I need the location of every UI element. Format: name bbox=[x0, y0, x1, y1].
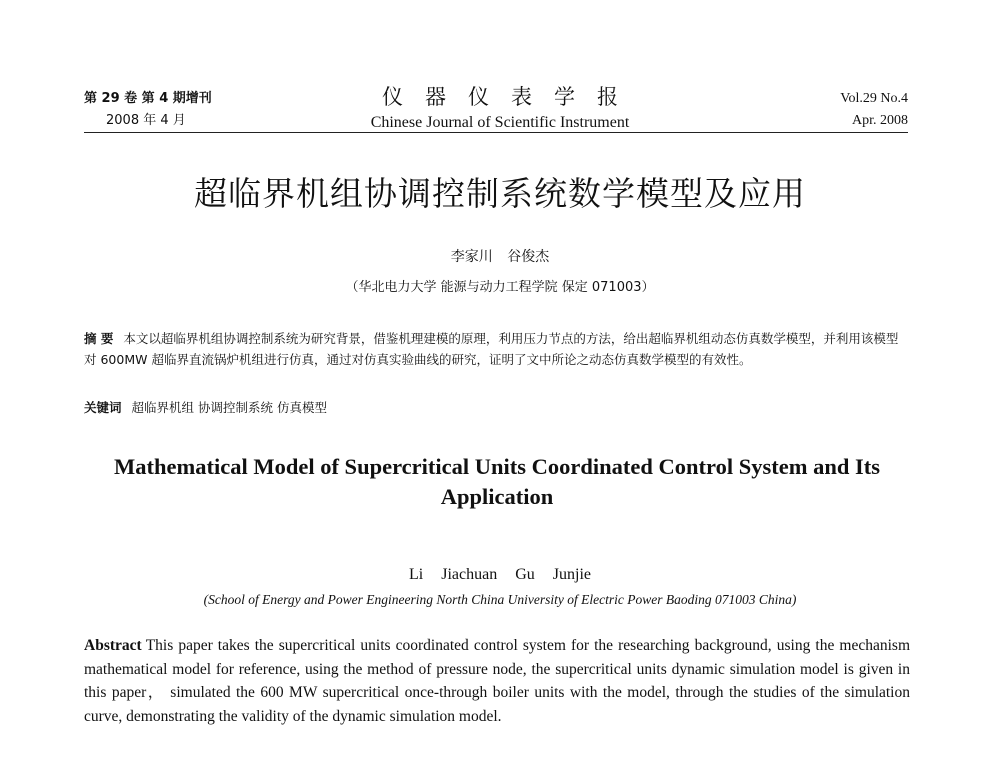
journal-volume-info bbox=[840, 88, 908, 132]
abstract-en bbox=[84, 634, 910, 728]
keywords-cn bbox=[84, 398, 327, 416]
abstract-cn bbox=[84, 328, 910, 370]
keywords-label-cn: 关键词 bbox=[84, 400, 122, 415]
abstract-label-en: Abstract bbox=[84, 637, 142, 654]
affiliation-cn: （华北电力大学 能源与动力工程学院 保定 071003） bbox=[345, 280, 655, 295]
authors-en: Li Jiachuan Gu Junjie bbox=[409, 566, 591, 583]
abstract-label-cn: 摘 要 bbox=[84, 331, 114, 346]
authors-cn: 李家川 谷俊杰 bbox=[450, 249, 550, 265]
volume-issue-en: Vol.29 No.4 bbox=[840, 91, 908, 106]
paper-title-cn: 超临界机组协调控制系统数学模型及应用 bbox=[194, 174, 806, 213]
date-en: Apr. 2008 bbox=[852, 113, 908, 128]
abstract-text-en: This paper takes the supercritical units coordinated control system for the researching background, using the mechanism mathematical model for reference, using the method of pressure node, the supercritical units dynamic simulation model is given in this paper， simulated the 600 MW supercritical once-through boiler units with the model, through the studies of the simulation curve, demonstrating the validity of the dynamic simulation model. bbox=[84, 637, 910, 725]
keywords-text-cn: 超临界机组 协调控制系统 仿真模型 bbox=[131, 400, 327, 415]
date-cn: 2008 年 4 月 bbox=[106, 113, 186, 128]
paper-title-en: Mathematical Model of Supercritical Units Coordinated Control System and Its Application bbox=[114, 454, 880, 509]
journal-name-en: Chinese Journal of Scientific Instrument bbox=[370, 114, 630, 131]
header-divider bbox=[84, 132, 908, 133]
journal-name-cn: 仪器仪表学报 bbox=[382, 85, 640, 109]
abstract-text-cn: 本文以超临界机组协调控制系统为研究背景，借鉴机理建模的原理，利用压力节点的方法，给出超临界机组动态仿真数学模型，并利用该模型对 600MW 超临界直流锅炉机组进行仿真，通过对仿真实验曲线的研究，证明了文中所论之动态仿真数学模型的有效性。 bbox=[84, 331, 899, 367]
volume-issue-cn: 第 29 卷 第 4 期增刊 bbox=[84, 91, 212, 106]
affiliation-en: (School of Energy and Power Engineering North China University of Electric Power Baoding 071003 China) bbox=[203, 592, 797, 607]
